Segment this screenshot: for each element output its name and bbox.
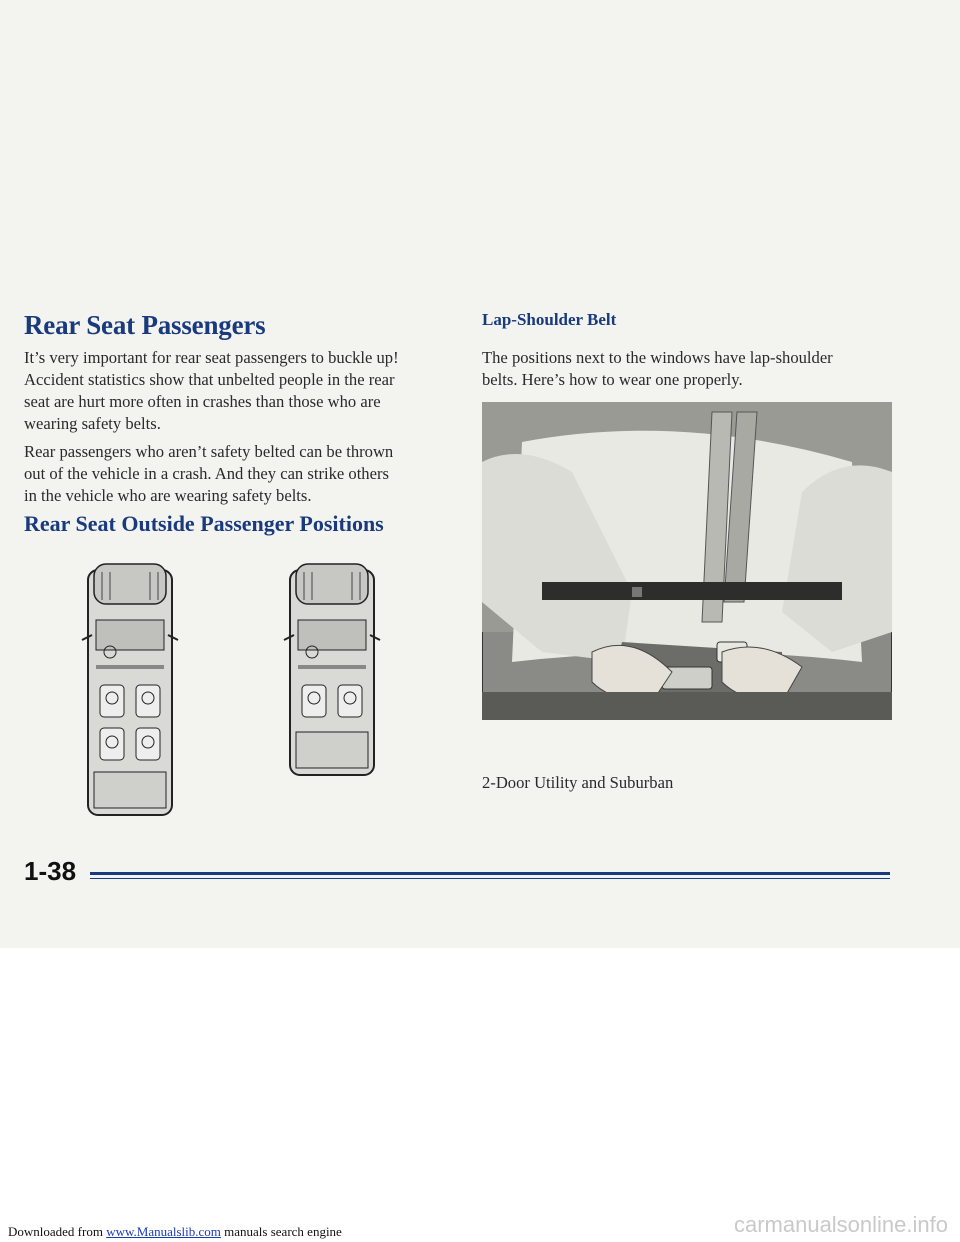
vehicle-diagram-long — [80, 560, 180, 820]
page-heading: Rear Seat Passengers — [24, 310, 266, 340]
download-footer — [8, 1224, 342, 1240]
paragraph-lap-shoulder — [482, 347, 833, 391]
text-line: out of the vehicle in a crash. And they can strike others — [24, 464, 389, 483]
belt-heading: Lap-Shoulder Belt — [482, 310, 617, 329]
image-caption: 2-Door Utility and Suburban — [482, 773, 674, 792]
text-line: It’s very important for rear seat passengers to buckle up! — [24, 348, 399, 367]
footer-suffix: manuals search engine — [220, 1224, 342, 1239]
text-line: wearing safety belts. — [24, 414, 161, 433]
page-number: 1-38 — [24, 856, 77, 886]
watermark-logo: carmanualsonline.info — [733, 1212, 948, 1237]
text-line: seat are hurt more often in crashes than those who are — [24, 392, 381, 411]
footer-rule-thin — [90, 878, 890, 879]
footer-prefix: Downloaded from — [8, 1224, 107, 1239]
text-line: Accident statistics show that unbelted people in the rear — [24, 370, 395, 389]
lap-shoulder-belt-illustration — [482, 402, 892, 720]
manualslib-link[interactable]: www.Manualslib.com — [106, 1224, 221, 1239]
text-line: belts. Here’s how to wear one properly. — [482, 370, 743, 389]
text-line: The positions next to the windows have lap-shoulder — [482, 348, 833, 367]
paragraph-buckle-up — [24, 347, 399, 435]
vehicle-diagram-short — [282, 560, 382, 780]
footer-rule — [90, 872, 890, 875]
section-heading: Rear Seat Outside Passenger Positions — [24, 511, 384, 536]
text-line: Rear passengers who aren’t safety belted can be thrown — [24, 442, 394, 461]
text-line: in the vehicle who are wearing safety belts. — [24, 486, 312, 505]
paragraph-thrown-out — [24, 441, 393, 507]
